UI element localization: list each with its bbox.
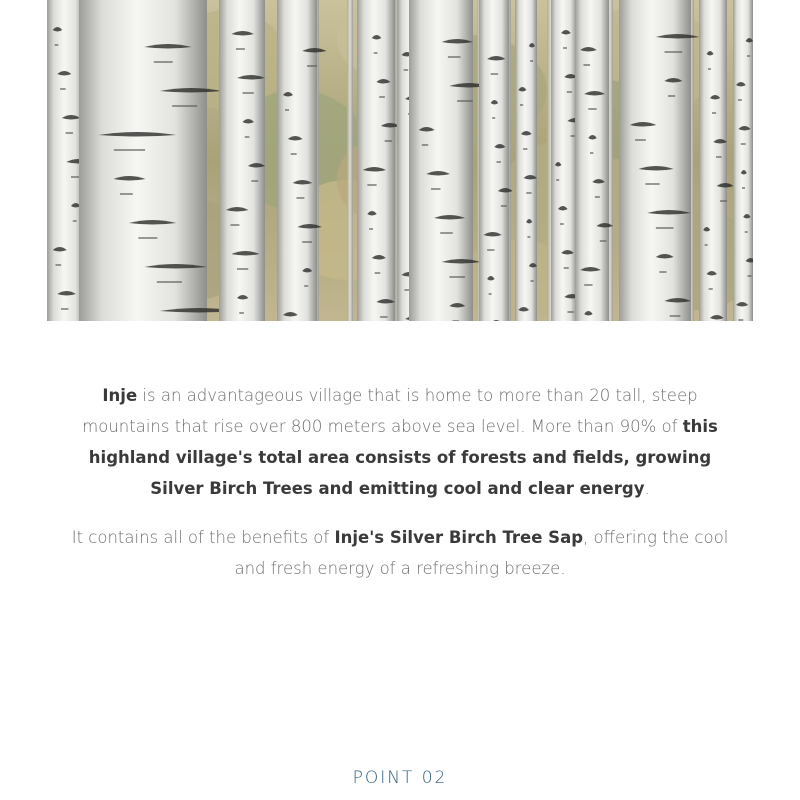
intro-period: . (644, 479, 650, 498)
intro-highlight-inje: Inje (102, 386, 138, 405)
benefit-highlight-sap: Inje's Silver Birch Tree Sap (334, 528, 584, 547)
benefit-paragraph (60, 522, 740, 584)
section-label-point-02: POINT 02 (352, 768, 448, 788)
birch-forest-illustration (47, 0, 753, 321)
intro-paragraph (60, 380, 740, 504)
benefit-text-end: , offering the cool and fresh energy of a refreshing breeze. (234, 528, 729, 578)
intro-highlight-area: this highland village's total area consists of forests and fields, growing Silver Birch Trees and emitting cool and clear energy (88, 417, 718, 498)
description-text (60, 380, 740, 584)
intro-text: is an advantageous village that is home to more than 20 tall, steep mountains that rise over 800 meters above sea level. More than 90% of (82, 386, 698, 436)
benefit-text: It contains all of the benefits of (71, 528, 335, 547)
hero-image-birch-forest (47, 0, 753, 321)
